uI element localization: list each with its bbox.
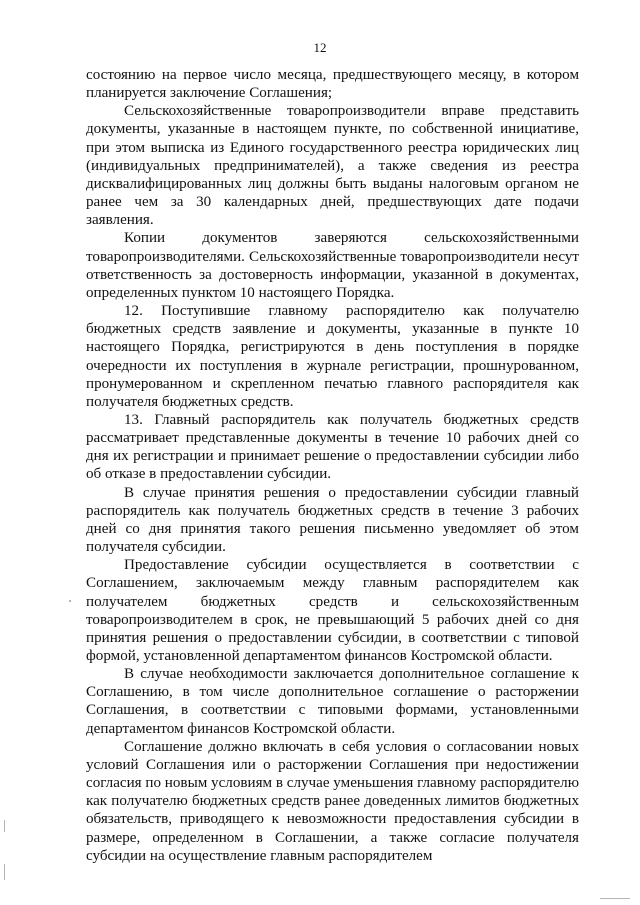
paragraph-continuation: состоянию на первое число месяца, предшествующего месяцу, в котором планируется заключение Соглашения; [86, 67, 579, 102]
paragraph-item-13: 13. Главный распорядитель как получатель бюджетных средств рассматривает представленные документы в течение 10 рабочих дней со дня их регистрации и принимает решение о предоставлении субсидии либо об отказе в предоставлении субсидии. [86, 411, 579, 483]
scan-edge-mark [600, 898, 630, 899]
paragraph-item-12: 12. Поступившие главному распорядителю как получателю бюджетных средств заявление и документы, указанные в пункте 10 настоящего Порядка, регистрируются в день поступления в порядке очередности их поступления в журнале регистрации, прошнурованном, пронумерованном и скрепленном печатью главного распорядителя как получателя бюджетных средств. [86, 303, 579, 410]
paragraph-supplementary-agreement: В случае необходимости заключается дополнительное соглашение к Соглашению, в том числе дополнительное соглашение о расторжении Соглашения, в соответствии с типовыми формами, установленными департаментом финансов Костромской области. [86, 666, 579, 737]
paragraph-agreement-provision: Предоставление субсидии осуществляется в соответствии с Соглашением, заключаемым между главным распорядителем как получателем бюджетных средств и сельскохозяйственным товаропроизводителем в срок, не превышающий 5 рабочих дней со дня принятия решения о предоставлении субсидии, в соответствии с типовой формой, установленной департаментом финансов Костромской области. [86, 557, 579, 664]
scan-edge-mark [4, 820, 5, 832]
paragraph-agreement-conditions: Соглашение должно включать в себя условия о согласовании новых условий Соглашения или о расторжении Соглашения при недостижении согласия по новым условиям в случае уменьшения главному распорядителю как получателю бюджетных средств ранее доведенных лимитов бюджетных обязательств, приводящего к невозможности предоставления субсидии в размере, определенном в Соглашении, а также согласие получателя субсидии на осуществление главным распорядителем [86, 738, 579, 864]
paragraph-own-initiative: Сельскохозяйственные товаропроизводители вправе представить документы, указанные в настоящем пункте, по собственной инициативе, при этом выписка из Единого государственного реестра юридических лиц (индивидуальных предпринимателей), а также сведения из реестра дисквалифицированных лиц должны быть выданы налоговым органом не ранее чем за 30 календарных дней, предшествующих дате подачи заявления. [86, 103, 579, 229]
paragraph-copies-certified: Копии документов заверяются сельскохозяйственными товаропроизводителями. Сельскохозяйственные товаропроизводители несут ответственность за достоверность информации, указанной в документах, определенных пунктом 10 настоящего Порядка. [86, 230, 579, 301]
paragraph-decision-notice: В случае принятия решения о предоставлении субсидии главный распорядитель как получатель бюджетных средств в течение 3 рабочих дней со дня принятия такого решения письменно уведомляет об этом получателя субсидии. [86, 484, 579, 556]
scan-speck [69, 600, 71, 602]
page-number: 12 [313, 40, 327, 55]
scan-edge-mark [4, 864, 5, 880]
document-body [86, 66, 579, 865]
